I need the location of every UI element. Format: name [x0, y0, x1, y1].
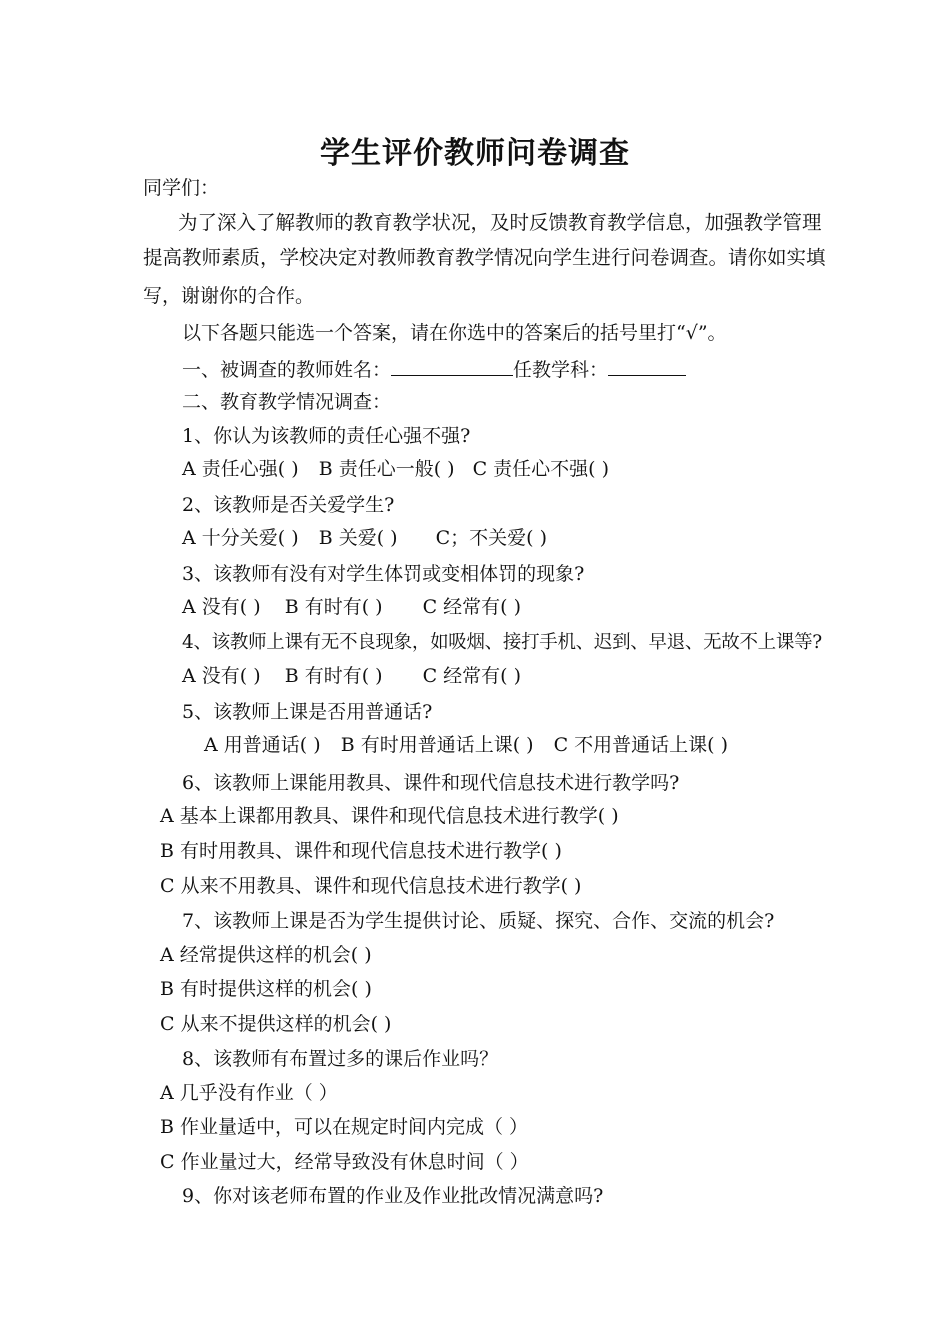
q8-option-a[interactable]: A 几乎没有作业（ ）: [160, 1082, 338, 1104]
section-1-row: [182, 355, 686, 382]
question-3: 3、该教师有没有对学生体罚或变相体罚的现象?: [182, 563, 585, 585]
greeting: 同学们：: [143, 177, 220, 199]
q2-option-a[interactable]: A 十分关爱( ): [182, 527, 299, 549]
intro-line-1: 为了深入了解教师的教育教学状况，及时反馈教育教学信息，加强教学管理: [178, 211, 822, 234]
q8-option-b[interactable]: B 作业量适中，可以在规定时间内完成（ ）: [160, 1116, 529, 1138]
question-7: 7、该教师上课是否为学生提供讨论、质疑、探究、合作、交流的机会?: [182, 910, 775, 932]
intro-line-2: 提高教师素质，学校决定对教师教育教学情况向学生进行问卷调查。请你如实填: [143, 246, 826, 269]
q7-option-a[interactable]: A 经常提供这样的机会( ): [160, 944, 372, 966]
q3-option-a[interactable]: A 没有( ): [182, 596, 261, 618]
q4-option-b[interactable]: B 有时有( ): [284, 665, 383, 687]
q5-option-c[interactable]: C 不用普通话上课( ): [553, 734, 729, 756]
q5-option-b[interactable]: B 有时用普通话上课( ): [340, 734, 534, 756]
subject-blank[interactable]: [608, 355, 686, 376]
question-4-options: [182, 664, 521, 688]
question-1: 1、你认为该教师的责任心强不强?: [182, 425, 471, 447]
q3-option-b[interactable]: B 有时有( ): [284, 596, 383, 618]
question-4: 4、该教师上课有无不良现象，如吸烟、接打手机、迟到、早退、无故不上课等?: [182, 632, 822, 653]
teacher-name-label: 一、被调查的教师姓名：: [182, 359, 392, 381]
q3-option-c[interactable]: C 经常有( ): [422, 596, 522, 618]
q4-option-c[interactable]: C 经常有( ): [422, 665, 522, 687]
q4-option-a[interactable]: A 没有( ): [182, 665, 261, 687]
q6-option-b[interactable]: B 有时用教具、课件和现代信息技术进行教学( ): [160, 840, 562, 862]
q5-option-a[interactable]: A 用普通话( ): [204, 734, 321, 756]
q7-option-b[interactable]: B 有时提供这样的机会( ): [160, 978, 372, 1000]
question-1-options: [182, 457, 609, 481]
q7-option-c[interactable]: C 从来不提供这样的机会( ): [160, 1013, 392, 1035]
question-3-options: [182, 595, 521, 619]
q8-option-c[interactable]: C 作业量过大，经常导致没有休息时间（ ）: [160, 1151, 529, 1173]
question-2-options: [182, 526, 547, 550]
instruction-text: 以下各题只能选一个答案，请在你选中的答案后的括号里打“√”。: [182, 322, 727, 344]
q1-option-c[interactable]: C 责任心不强( ): [472, 458, 610, 480]
question-5: 5、该教师上课是否用普通话?: [182, 701, 433, 723]
q1-option-a[interactable]: A 责任心强( ): [182, 458, 299, 480]
q6-option-a[interactable]: A 基本上课都用教具、课件和现代信息技术进行教学( ): [160, 805, 619, 827]
q1-option-b[interactable]: B 责任心一般( ): [318, 458, 455, 480]
intro-line-3: 写，谢谢你的合作。: [143, 285, 315, 307]
q6-option-c[interactable]: C 从来不用教具、课件和现代信息技术进行教学( ): [160, 875, 582, 897]
subject-label: 任教学科：: [513, 359, 609, 381]
question-8: 8、该教师有布置过多的课后作业吗？: [182, 1048, 499, 1070]
question-6: 6、该教师上课能用教具、课件和现代信息技术进行教学吗?: [182, 772, 680, 794]
document-title: 学生评价教师问卷调查: [320, 136, 630, 171]
question-2: 2、该教师是否关爱学生?: [182, 494, 395, 516]
q2-option-c[interactable]: C；不关爱( ): [435, 527, 548, 549]
section-2-label: 二、教育教学情况调查：: [182, 391, 392, 413]
teacher-name-blank[interactable]: [391, 355, 513, 376]
question-9: 9、你对该老师布置的作业及作业批改情况满意吗?: [182, 1185, 604, 1207]
q2-option-b[interactable]: B 关爱( ): [318, 527, 398, 549]
question-5-options: [204, 733, 728, 757]
